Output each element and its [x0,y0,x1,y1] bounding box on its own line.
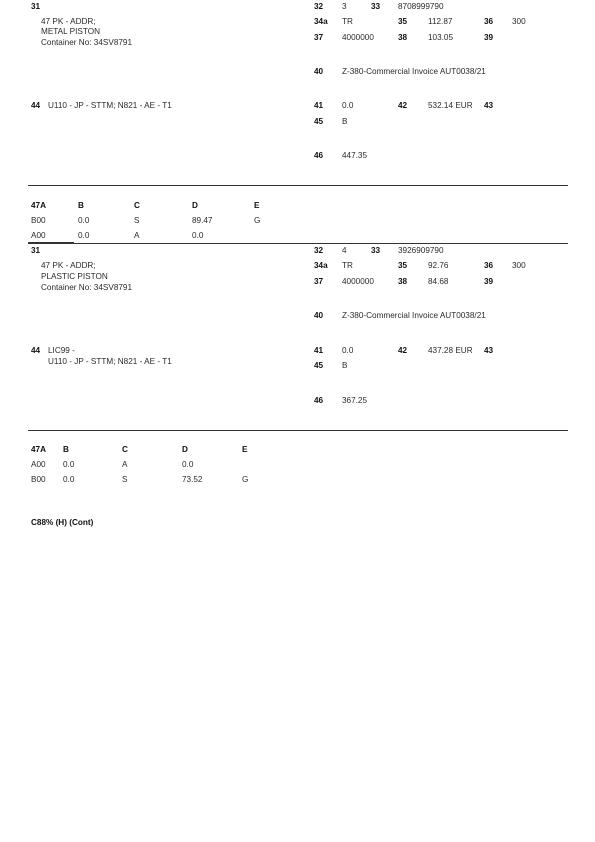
supplementary-units: 0.0 [342,101,354,110]
tax-cell: 0.0 [78,231,90,240]
box-38-label: 38 [398,33,408,42]
commodity-code: 3926909790 [398,246,444,255]
gross-mass: 92.76 [428,261,449,270]
description-line: PLASTIC PISTON [41,272,108,281]
reference-line: U110 - JP - STTM; N821 - AE - T1 [48,101,172,110]
reference-line: U110 - JP - STTM; N821 - AE - T1 [48,357,172,366]
section-divider [28,185,568,186]
box-35-label: 35 [398,261,408,270]
box-40-label: 40 [314,67,324,76]
tax-cell: 73.52 [182,475,203,484]
box-44-label: 44 [31,346,41,355]
preference-code: 300 [512,17,526,26]
box-37-label: 37 [314,33,324,42]
box-36-label: 36 [484,261,494,270]
tax-header: C [122,445,128,454]
box-42-label: 42 [398,101,408,110]
description-line: 47 PK - ADDR; [41,261,96,270]
box-38-label: 38 [398,277,408,286]
procedure-code: 4000000 [342,277,374,286]
tax-header: 47A [31,201,47,210]
tax-header: C [134,201,140,210]
preference-code: 300 [512,261,526,270]
box-35-label: 35 [398,17,408,26]
box-43-label: 43 [484,101,494,110]
box-42-label: 42 [398,346,408,355]
tax-header: B [63,445,69,454]
tax-cell: 0.0 [78,216,90,225]
tax-cell: 0.0 [63,475,75,484]
tax-cell: 89.47 [192,216,213,225]
origin-country: TR [342,261,353,270]
previous-document: Z-380-Commercial Invoice AUT0038/21 [342,311,486,320]
box-41-label: 41 [314,101,324,110]
box-44-label: 44 [31,101,41,110]
gross-mass: 112.87 [428,17,453,26]
item-price: 437.28 EUR [428,346,473,355]
box-45-label: 45 [314,117,324,126]
previous-document: Z-380-Commercial Invoice AUT0038/21 [342,67,486,76]
item-number: 4 [342,246,347,255]
section-divider [28,430,568,431]
reference-line: LIC99 - [48,346,75,355]
supplementary-units: 0.0 [342,346,354,355]
adjustment: B [342,117,348,126]
tax-cell: S [134,216,140,225]
net-mass: 84.68 [428,277,449,286]
box-40-label: 40 [314,311,324,320]
box-43-label: 43 [484,346,494,355]
tax-cell: A00 [31,460,46,469]
adjustment: B [342,361,348,370]
net-mass: 103.05 [428,33,454,42]
box-33-label: 33 [371,2,381,11]
tax-cell: 0.0 [182,460,194,469]
description-line: 47 PK - ADDR; [41,17,96,26]
tax-header: D [192,201,198,210]
item-price: 532.14 EUR [428,101,473,110]
description-line: Container No: 34SV8791 [41,283,133,292]
tax-cell: A [134,231,140,240]
origin-country: TR [342,17,353,26]
tax-cell: G [242,475,249,484]
box-39-label: 39 [484,277,494,286]
tax-header: D [182,445,188,454]
box-34a-label: 34a [314,261,328,270]
box-37-label: 37 [314,277,324,286]
box-32-label: 32 [314,246,324,255]
box-46-label: 46 [314,151,324,160]
tax-cell: A [122,460,128,469]
box-31-label: 31 [31,246,41,255]
box-41-label: 41 [314,346,324,355]
tax-cell: G [254,216,261,225]
description-line: Container No: 34SV8791 [41,38,133,47]
description-line: METAL PISTON [41,27,100,36]
tax-cell: B00 [31,475,46,484]
box-33-label: 33 [371,246,381,255]
tax-header: 47A [31,445,47,454]
tax-header: E [254,201,260,210]
footer-note: C88% (H) (Cont) [31,518,94,527]
statistical-value: 447.35 [342,151,368,160]
tax-cell: S [122,475,128,484]
tax-cell: 0.0 [192,231,204,240]
box-32-label: 32 [314,2,324,11]
box-46-label: 46 [314,396,324,405]
tax-cell: A00 [31,231,46,240]
box-31-label: 31 [31,2,41,11]
box-34a-label: 34a [314,17,328,26]
tax-header: B [78,201,84,210]
tax-header: E [242,445,248,454]
tax-cell: B00 [31,216,46,225]
box-39-label: 39 [484,33,494,42]
section-divider [28,243,568,244]
procedure-code: 4000000 [342,33,374,42]
tax-cell: 0.0 [63,460,75,469]
statistical-value: 367.25 [342,396,368,405]
box-36-label: 36 [484,17,494,26]
box-45-label: 45 [314,361,324,370]
item-number: 3 [342,2,347,11]
commodity-code: 8708999790 [398,2,444,11]
